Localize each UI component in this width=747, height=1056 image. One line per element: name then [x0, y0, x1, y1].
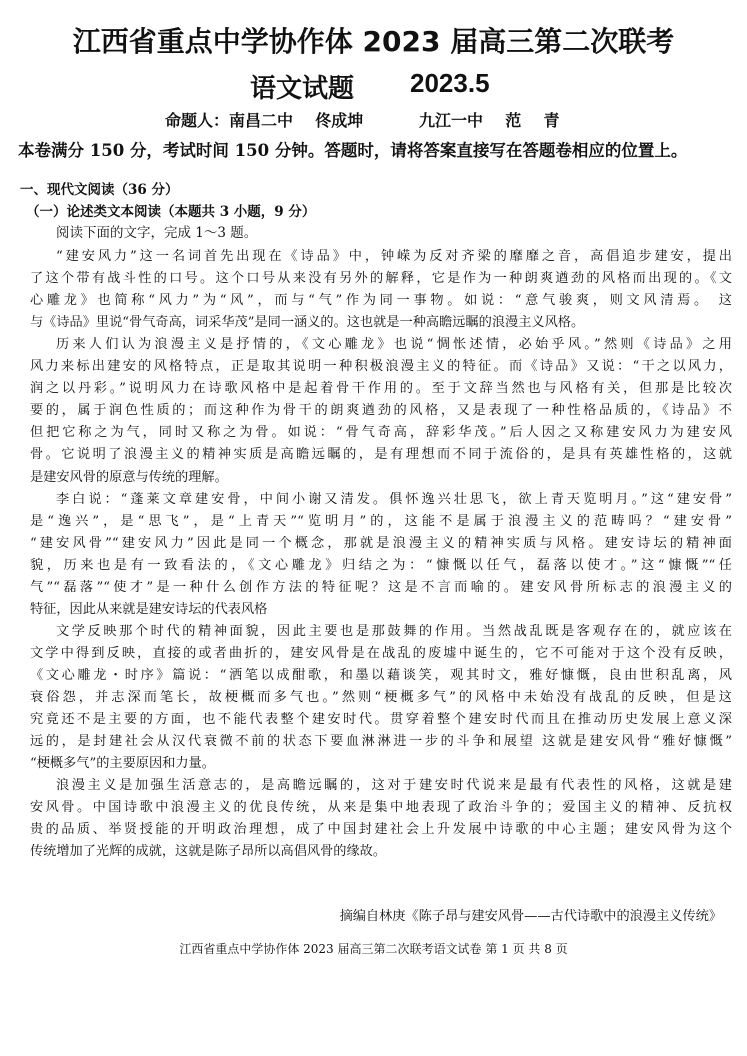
subject-title: 语文试题: [250, 74, 355, 104]
exam-date: 2023.5: [410, 68, 490, 98]
authors-line: 命题人：南昌二中 佟成坤 九江一中 范 青: [165, 111, 560, 130]
passage-line: 衰俗怨，并志深而笔长，故梗概而多气也。”然则“梗概多气”的风格中未始没有战乱的反映，但是这: [30, 690, 732, 705]
passage-line: 风力来标出建安的风格特点，正是取其说明一种积极浪漫主义的特征。而《诗品》又说：“干之以风力，: [30, 359, 732, 375]
passage-line: 李白说：“蓬莱文章建安骨，中间小谢又清发。俱怀逸兴壮思飞，欲上青天览明月。”这“建安骨”: [56, 491, 732, 507]
exam-notice: 本卷满分 150 分，考试时间 150 分钟。答题时，请将答案直接写在答题卷相应的位置上。: [18, 141, 688, 160]
passage-line: 究竟还不是主要的方面，也不能代表整个建安时代。贯穿着整个建安时代而且在推动历史发展上意义深: [30, 712, 732, 728]
passage-line: 要的，属于润色性质的；而这种作为骨干的朗爽遒劲的风格，又是表现了一种性格品质的，《诗品》不: [30, 403, 732, 419]
reading-instruction: 阅读下面的文字，完成 1～3 题。: [56, 225, 258, 241]
passage-line: 文学中得到反映，直接的或者曲折的，建安风骨是在战乱的废墟中诞生的，它不可能对于这个没有反映，: [30, 645, 732, 661]
passage-line: 但把它称之为气，同时又称之为骨。如说：“骨气奇高，辞彩华茂。”后人因之又称建安风力为建安风: [30, 425, 732, 441]
passage-line: “建安风力”这一名词首先出现在《诗品》中，钟嵘为反对齐梁的靡靡之音，高倡追步建安，提出: [56, 249, 732, 264]
passage-line: 历来人们认为浪漫主义是抒情的，《文心雕龙》也说“惆怅述情，必始乎风。”然则《诗品》之用: [56, 337, 732, 353]
passage-line: 是“逸兴”，是“思飞”，是“上青天”“览明月”的，这能不是属于浪漫主义的范畴吗？“建安骨”: [30, 513, 732, 529]
passage-line: 与《诗品》里说“骨气奇高，词采华茂”是同一涵义的。这也就是一种高瞻远瞩的浪漫主义风格。: [30, 315, 585, 331]
passage-line: 貌，历来也是有一致看法的，《文心雕龙》归结之为：“慷慨以任气，磊落以使才。”这“慷慨”“任: [30, 557, 732, 573]
passage-line: 气”“磊落”“使才”是一种什么创作方法的特征呢？这是不言而喻的。建安风骨所标志的浪漫主义的: [30, 579, 732, 595]
passage-line: 《文心雕龙・时序》篇说：“洒笔以成酣歌，和墨以藉谈笑，观其时文，雅好慷慨，良由世积乱离，风: [30, 667, 732, 683]
passage-line: 文学反映那个时代的精神面貌，因此主要也是那鼓舞的作用。当然战乱既是客观存在的，就应该在: [56, 623, 732, 639]
passage-line: 骨。它说明了浪漫主义的精神实质是高瞻远瞩的，是有理想而不同于流俗的，是具有英雄性格的，这就: [30, 447, 732, 463]
passage-line: 浪漫主义是加强生活意志的，是高瞻远瞩的，这对于建安时代说来是最有代表性的风格，这就是建: [56, 778, 732, 794]
section-heading-part1: 一、现代文阅读（36 分）: [20, 182, 179, 198]
passage-line: 特征，因此从来就是建安诗坛的代表风格: [30, 601, 268, 617]
section-heading-sub1: （一）论述类文本阅读（本题共 3 小题，9 分）: [26, 204, 316, 220]
passage-line: 是建安风骨的原意与传统的理解。: [30, 469, 228, 485]
passage-line: “梗概多气”的主要原因和力量。: [30, 756, 215, 772]
passage-source: 摘编自林庚《陈子昂与建安风骨——古代诗歌中的浪漫主义传统》: [339, 909, 722, 924]
passage-line: 安风骨。中国诗歌中浪漫主义的优良传统，从来是集中地表现了政治斗争的；爱国主义的精神、反抗权: [30, 800, 732, 816]
passage-line: “建安风骨”“建安风力”因此是同一个概念，那就是浪漫主义的精神实质与风格。建安诗坛的精神面: [30, 535, 732, 551]
passage-line: 传统增加了光辉的成就，这就是陈子昂所以高倡风骨的缘故。: [30, 844, 387, 860]
passage-line: 贵的品质、举贤授能的开明政治理想，成了中国封建社会上升发展中诗歌的中心主题；建安风骨为这个: [30, 822, 732, 838]
page-footer: 江西省重点中学协作体 2023 届高三第二次联考语文试卷 第 1 页 共 8 页: [179, 942, 568, 956]
exam-title: 江西省重点中学协作体 2023 届高三第二次联考: [72, 25, 675, 58]
passage-line: 了这个带有战斗性的口号。这个口号从来没有另外的解释，它是作为一种朗爽遒劲的风格而出现的。《文: [30, 271, 732, 287]
passage-line: 润之以丹彩。”说明风力在诗歌风格中是起着骨干作用的。至于文辞当然也与风格有关，但那是比较次: [30, 381, 732, 397]
passage-line: 心雕龙》也简称“风力”为“风”，而与“气”作为同一事物。如说：“意气骏爽，则文风清焉。 这: [30, 293, 732, 309]
passage-line: 远的，是封建社会从汉代衰微不前的状态下要血淋淋进一步的斗争和展望 这就是建安风骨“雅好慷慨”: [30, 734, 732, 750]
